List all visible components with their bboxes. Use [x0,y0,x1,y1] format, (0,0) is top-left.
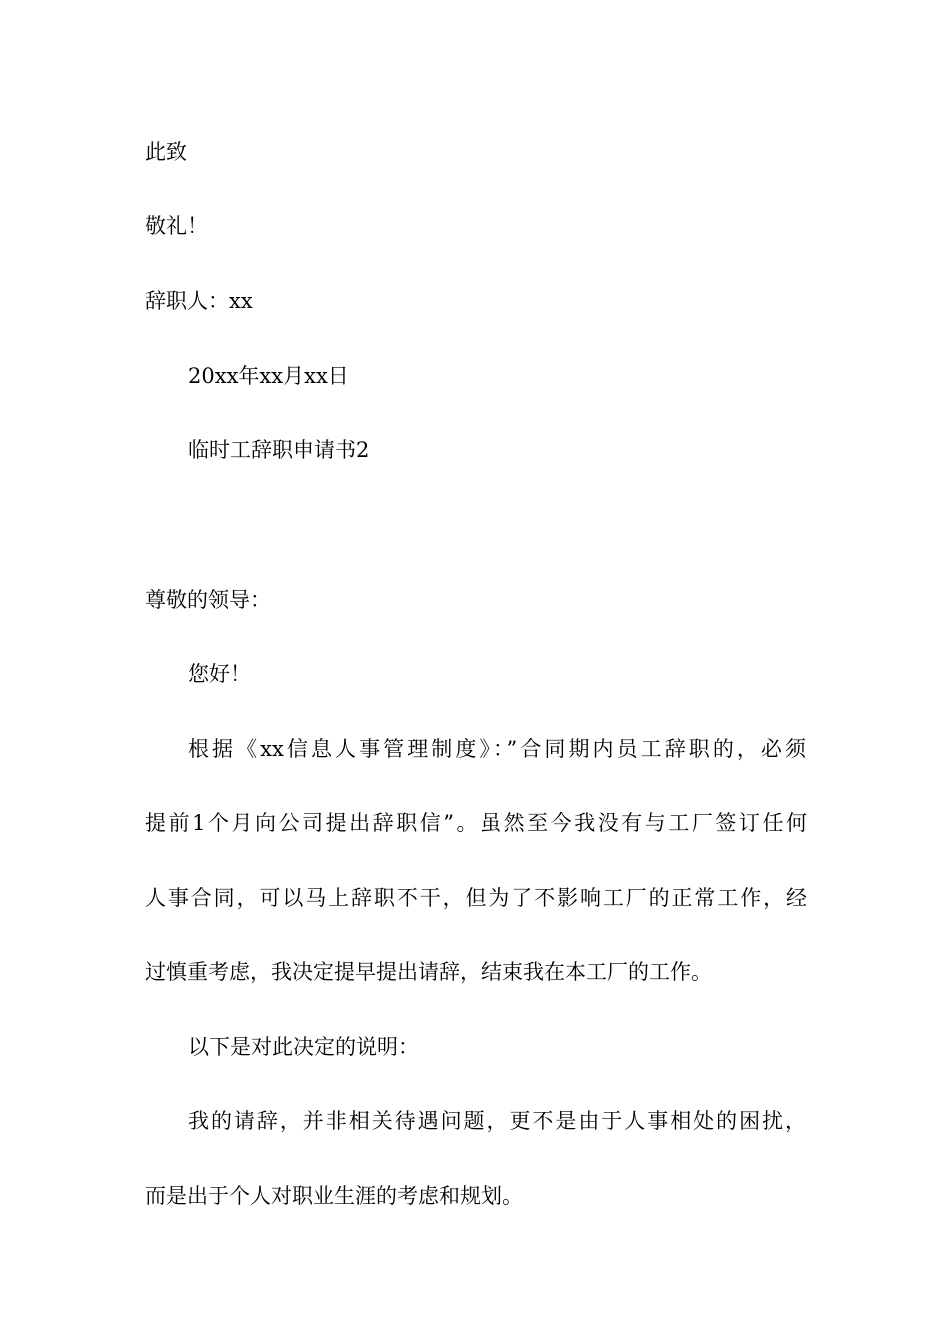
paragraph-line: 我的请辞，并非相关待遇问题，更不是由于人事相处的困扰， [188,1109,806,1133]
paragraph-line: 根据《xx信息人事管理制度》：”合同期内员工辞职的，必须 [188,737,806,761]
letter-greeting: 您好！ [188,662,251,686]
closing-salutation: 此致 [145,140,187,164]
date-line: 20xx年xx月xx日 [188,364,349,388]
paragraph-line: 过慎重考虑，我决定提早提出请辞，结束我在本工厂的工作。 [145,960,712,984]
letter-addressee: 尊敬的领导： [145,588,271,612]
paragraph-line: 人事合同，可以马上辞职不干，但为了不影响工厂的正常工作，经 [145,886,807,910]
paragraph-intro: 以下是对此决定的说明： [188,1035,419,1059]
paragraph-line: 提前1个月向公司提出辞职信”。虽然至今我没有与工厂签订任何 [145,811,807,835]
signature-line: 辞职人：xx [145,289,253,313]
section-title: 临时工辞职申请书2 [188,438,370,462]
closing-regards: 敬礼！ [145,214,208,238]
paragraph-line: 而是出于个人对职业生涯的考虑和规划。 [145,1184,523,1208]
